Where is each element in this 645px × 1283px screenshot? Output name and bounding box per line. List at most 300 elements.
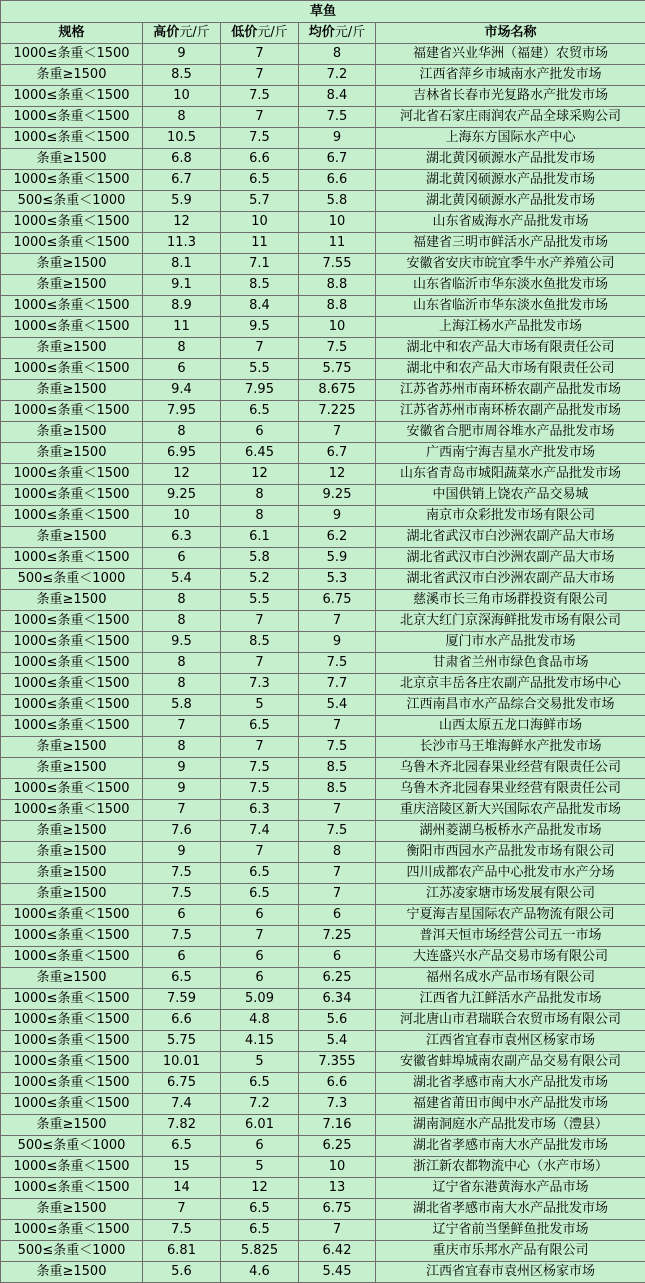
cell-avg-price: 9 — [299, 128, 376, 149]
cell-low-price: 6 — [221, 422, 299, 443]
cell-avg-price: 8.5 — [299, 779, 376, 800]
cell-market-name: 安徽省蚌埠城南农副产品交易有限公司 — [376, 1052, 645, 1073]
cell-high-price: 9 — [143, 842, 221, 863]
table-row — [1, 716, 645, 737]
cell-avg-price: 6.25 — [299, 1136, 376, 1157]
cell-low-price: 7 — [221, 737, 299, 758]
cell-avg-price: 6.6 — [299, 1073, 376, 1094]
cell-high-price: 8.5 — [143, 65, 221, 86]
cell-high-price: 5.8 — [143, 695, 221, 716]
cell-market-name: 大连盛兴水产品交易市场有限公司 — [376, 947, 645, 968]
cell-avg-price: 5.3 — [299, 569, 376, 590]
cell-avg-price: 6 — [299, 947, 376, 968]
title-row — [1, 1, 645, 23]
cell-low-price: 8 — [221, 485, 299, 506]
cell-high-price: 5.9 — [143, 191, 221, 212]
cell-market-name: 江苏凌家塘市场发展有限公司 — [376, 884, 645, 905]
table-row — [1, 695, 645, 716]
cell-low-price: 7 — [221, 44, 299, 65]
cell-spec: 1000≤条重＜1500 — [1, 212, 143, 233]
cell-spec: 1000≤条重＜1500 — [1, 905, 143, 926]
cell-avg-price: 6.7 — [299, 443, 376, 464]
table-row — [1, 821, 645, 842]
cell-high-price: 7.82 — [143, 1115, 221, 1136]
cell-low-price: 5 — [221, 695, 299, 716]
cell-market-name: 湖北省武汉市白沙洲农副产品大市场 — [376, 527, 645, 548]
cell-high-price: 6.6 — [143, 1010, 221, 1031]
cell-low-price: 6.3 — [221, 800, 299, 821]
table-row — [1, 989, 645, 1010]
cell-spec: 1000≤条重＜1500 — [1, 86, 143, 107]
cell-low-price: 5.8 — [221, 548, 299, 569]
cell-spec: 条重≥1500 — [1, 590, 143, 611]
cell-high-price: 7.5 — [143, 926, 221, 947]
cell-avg-price: 11 — [299, 233, 376, 254]
cell-market-name: 湖北省武汉市白沙洲农副产品大市场 — [376, 548, 645, 569]
cell-market-name: 湖北省孝感市南大水产品批发市场 — [376, 1199, 645, 1220]
cell-avg-price: 7.5 — [299, 107, 376, 128]
cell-spec: 1000≤条重＜1500 — [1, 989, 143, 1010]
cell-avg-price: 5.4 — [299, 1031, 376, 1052]
table-row — [1, 548, 645, 569]
cell-low-price: 7.2 — [221, 1094, 299, 1115]
cell-market-name: 重庆涪陵区新大兴国际农产品批发市场 — [376, 800, 645, 821]
cell-spec: 1000≤条重＜1500 — [1, 170, 143, 191]
cell-high-price: 6.3 — [143, 527, 221, 548]
cell-low-price: 6 — [221, 905, 299, 926]
cell-market-name: 四川成都农产品中心批发市水产分场 — [376, 863, 645, 884]
cell-avg-price: 7 — [299, 884, 376, 905]
cell-market-name: 上海东方国际水产中心 — [376, 128, 645, 149]
cell-market-name: 乌鲁木齐北园春果业经营有限责任公司 — [376, 779, 645, 800]
cell-low-price: 6.1 — [221, 527, 299, 548]
cell-avg-price: 7.5 — [299, 338, 376, 359]
cell-avg-price: 10 — [299, 1157, 376, 1178]
cell-spec: 条重≥1500 — [1, 842, 143, 863]
cell-low-price: 6.5 — [221, 1220, 299, 1241]
cell-low-price: 7.5 — [221, 128, 299, 149]
cell-high-price: 8.1 — [143, 254, 221, 275]
cell-market-name: 江西省宜春市袁州区杨家市场 — [376, 1262, 645, 1283]
cell-low-price: 6 — [221, 1136, 299, 1157]
cell-market-name: 湖州菱湖乌板桥水产品批发市场 — [376, 821, 645, 842]
cell-high-price: 12 — [143, 212, 221, 233]
cell-avg-price: 8.4 — [299, 86, 376, 107]
cell-avg-price: 6.75 — [299, 590, 376, 611]
cell-spec: 1000≤条重＜1500 — [1, 548, 143, 569]
cell-low-price: 4.6 — [221, 1262, 299, 1283]
cell-high-price: 7.5 — [143, 884, 221, 905]
cell-spec: 条重≥1500 — [1, 65, 143, 86]
header-unit: 元/斤 — [257, 25, 287, 40]
table-row — [1, 1073, 645, 1094]
cell-market-name: 湖北中和农产品大市场有限责任公司 — [376, 359, 645, 380]
cell-spec: 条重≥1500 — [1, 884, 143, 905]
cell-low-price: 5.7 — [221, 191, 299, 212]
cell-low-price: 6.5 — [221, 716, 299, 737]
table-row — [1, 884, 645, 905]
table-row — [1, 212, 645, 233]
cell-market-name: 福建省三明市鲜活水产品批发市场 — [376, 233, 645, 254]
cell-low-price: 12 — [221, 464, 299, 485]
cell-spec: 500≤条重＜1000 — [1, 191, 143, 212]
col-header-high — [143, 23, 221, 44]
table-row — [1, 380, 645, 401]
cell-low-price: 4.15 — [221, 1031, 299, 1052]
cell-avg-price: 7.225 — [299, 401, 376, 422]
header-unit: 元/斤 — [335, 25, 365, 40]
cell-spec: 1000≤条重＜1500 — [1, 1220, 143, 1241]
cell-market-name: 湖南洞庭水产品批发市场（澧县） — [376, 1115, 645, 1136]
cell-spec: 500≤条重＜1000 — [1, 569, 143, 590]
table-row — [1, 1115, 645, 1136]
cell-high-price: 10 — [143, 86, 221, 107]
cell-spec: 1000≤条重＜1500 — [1, 800, 143, 821]
table-row — [1, 1010, 645, 1031]
cell-market-name: 湖北省武汉市白沙洲农副产品大市场 — [376, 569, 645, 590]
cell-market-name: 北京大红门京深海鲜批发市场有限公司 — [376, 611, 645, 632]
cell-avg-price: 10 — [299, 317, 376, 338]
cell-spec: 1000≤条重＜1500 — [1, 233, 143, 254]
cell-spec: 1000≤条重＜1500 — [1, 464, 143, 485]
cell-avg-price: 5.4 — [299, 695, 376, 716]
table-row — [1, 632, 645, 653]
table-row — [1, 443, 645, 464]
table-row — [1, 338, 645, 359]
cell-high-price: 5.6 — [143, 1262, 221, 1283]
cell-market-name: 甘肃省兰州市绿色食品市场 — [376, 653, 645, 674]
cell-spec: 1000≤条重＜1500 — [1, 107, 143, 128]
header-label: 规格 — [58, 25, 84, 40]
cell-spec: 500≤条重＜1000 — [1, 1241, 143, 1262]
cell-low-price: 4.8 — [221, 1010, 299, 1031]
cell-spec: 1000≤条重＜1500 — [1, 1073, 143, 1094]
cell-avg-price: 6.42 — [299, 1241, 376, 1262]
cell-avg-price: 6.25 — [299, 968, 376, 989]
cell-avg-price: 5.6 — [299, 1010, 376, 1031]
header-unit: 元/斤 — [179, 25, 209, 40]
cell-market-name: 普洱天恒市场经营公司五一市场 — [376, 926, 645, 947]
cell-avg-price: 9 — [299, 506, 376, 527]
cell-spec: 1000≤条重＜1500 — [1, 1010, 143, 1031]
cell-high-price: 7 — [143, 1199, 221, 1220]
cell-market-name: 厦门市水产品批发市场 — [376, 632, 645, 653]
cell-spec: 1000≤条重＜1500 — [1, 632, 143, 653]
cell-low-price: 6.6 — [221, 149, 299, 170]
cell-spec: 条重≥1500 — [1, 422, 143, 443]
cell-high-price: 9 — [143, 758, 221, 779]
cell-market-name: 上海江杨水产品批发市场 — [376, 317, 645, 338]
cell-high-price: 11.3 — [143, 233, 221, 254]
cell-spec: 1000≤条重＜1500 — [1, 128, 143, 149]
cell-high-price: 6.81 — [143, 1241, 221, 1262]
cell-high-price: 8 — [143, 107, 221, 128]
table-row — [1, 653, 645, 674]
cell-low-price: 7 — [221, 611, 299, 632]
header-label: 高价 — [153, 25, 179, 40]
cell-spec: 条重≥1500 — [1, 254, 143, 275]
cell-avg-price: 6.2 — [299, 527, 376, 548]
table-row — [1, 296, 645, 317]
cell-market-name: 湖北黄冈硕源水产品批发市场 — [376, 191, 645, 212]
cell-high-price: 8 — [143, 611, 221, 632]
cell-market-name: 山西太原五龙口海鲜市场 — [376, 716, 645, 737]
col-header-spec — [1, 23, 143, 44]
cell-low-price: 8.5 — [221, 275, 299, 296]
cell-low-price: 7 — [221, 65, 299, 86]
cell-low-price: 7.1 — [221, 254, 299, 275]
cell-avg-price: 7.3 — [299, 1094, 376, 1115]
table-row — [1, 800, 645, 821]
cell-market-name: 慈溪市长三角市场群投资有限公司 — [376, 590, 645, 611]
cell-spec: 条重≥1500 — [1, 380, 143, 401]
table-row — [1, 1262, 645, 1283]
table-row — [1, 968, 645, 989]
cell-spec: 条重≥1500 — [1, 1262, 143, 1283]
cell-low-price: 8 — [221, 506, 299, 527]
cell-market-name: 湖北省孝感市南大水产品批发市场 — [376, 1073, 645, 1094]
cell-low-price: 6.01 — [221, 1115, 299, 1136]
cell-avg-price: 7 — [299, 800, 376, 821]
cell-spec: 1000≤条重＜1500 — [1, 1094, 143, 1115]
cell-spec: 条重≥1500 — [1, 758, 143, 779]
table-row — [1, 149, 645, 170]
cell-market-name: 江西省宜春市袁州区杨家市场 — [376, 1031, 645, 1052]
cell-spec: 1000≤条重＜1500 — [1, 674, 143, 695]
cell-low-price: 5.2 — [221, 569, 299, 590]
cell-market-name: 山东省临沂市华东淡水鱼批发市场 — [376, 296, 645, 317]
cell-low-price: 5.5 — [221, 359, 299, 380]
cell-low-price: 5.825 — [221, 1241, 299, 1262]
cell-high-price: 9.1 — [143, 275, 221, 296]
cell-high-price: 10.5 — [143, 128, 221, 149]
table-row — [1, 44, 645, 65]
cell-spec: 1000≤条重＜1500 — [1, 947, 143, 968]
cell-high-price: 6 — [143, 905, 221, 926]
table-row — [1, 527, 645, 548]
cell-avg-price: 7.16 — [299, 1115, 376, 1136]
cell-market-name: 衡阳市西园水产品批发市场有限公司 — [376, 842, 645, 863]
cell-avg-price: 8.675 — [299, 380, 376, 401]
cell-high-price: 7.4 — [143, 1094, 221, 1115]
cell-market-name: 辽宁省东港黄海水产品市场 — [376, 1178, 645, 1199]
cell-market-name: 山东省青岛市城阳蔬菜水产品批发市场 — [376, 464, 645, 485]
cell-market-name: 广西南宁海吉星水产批发市场 — [376, 443, 645, 464]
cell-high-price: 9 — [143, 779, 221, 800]
cell-market-name: 安徽省合肥市周谷堆水产品批发市场 — [376, 422, 645, 443]
cell-high-price: 8 — [143, 674, 221, 695]
table-row — [1, 359, 645, 380]
cell-spec: 1000≤条重＜1500 — [1, 779, 143, 800]
cell-high-price: 8 — [143, 590, 221, 611]
cell-spec: 条重≥1500 — [1, 149, 143, 170]
cell-low-price: 7.4 — [221, 821, 299, 842]
cell-market-name: 安徽省安庆市皖宜季牛水产养殖公司 — [376, 254, 645, 275]
table-row — [1, 611, 645, 632]
cell-low-price: 7 — [221, 653, 299, 674]
cell-low-price: 6.5 — [221, 1199, 299, 1220]
cell-avg-price: 5.45 — [299, 1262, 376, 1283]
table-row — [1, 107, 645, 128]
cell-avg-price: 7.5 — [299, 737, 376, 758]
cell-spec: 条重≥1500 — [1, 1199, 143, 1220]
table-row — [1, 1199, 645, 1220]
cell-avg-price: 8 — [299, 44, 376, 65]
cell-low-price: 8.5 — [221, 632, 299, 653]
cell-spec: 条重≥1500 — [1, 821, 143, 842]
cell-high-price: 8 — [143, 422, 221, 443]
header-label: 低价 — [231, 25, 257, 40]
cell-avg-price: 7.355 — [299, 1052, 376, 1073]
cell-market-name: 河北唐山市君瑞联合农贸市场有限公司 — [376, 1010, 645, 1031]
cell-spec: 1000≤条重＜1500 — [1, 695, 143, 716]
table-title: 草鱼 — [1, 1, 645, 23]
cell-low-price: 7.5 — [221, 779, 299, 800]
cell-market-name: 福建省兴业华洲（福建）农贸市场 — [376, 44, 645, 65]
cell-spec: 1000≤条重＜1500 — [1, 506, 143, 527]
cell-low-price: 6 — [221, 947, 299, 968]
cell-low-price: 7.3 — [221, 674, 299, 695]
cell-market-name: 山东省临沂市华东淡水鱼批发市场 — [376, 275, 645, 296]
table-row — [1, 737, 645, 758]
cell-low-price: 6.5 — [221, 170, 299, 191]
cell-high-price: 9.5 — [143, 632, 221, 653]
cell-low-price: 5.09 — [221, 989, 299, 1010]
cell-market-name: 湖北省孝感市南大水产品批发市场 — [376, 1136, 645, 1157]
table-row — [1, 758, 645, 779]
cell-spec: 1000≤条重＜1500 — [1, 485, 143, 506]
table-row — [1, 275, 645, 296]
cell-market-name: 福建省莆田市闽中水产品批发市场 — [376, 1094, 645, 1115]
cell-high-price: 8 — [143, 338, 221, 359]
cell-low-price: 6.5 — [221, 1073, 299, 1094]
cell-market-name: 湖北黄冈硕源水产品批发市场 — [376, 170, 645, 191]
cell-market-name: 宁夏海吉星国际农产品物流有限公司 — [376, 905, 645, 926]
cell-spec: 1000≤条重＜1500 — [1, 44, 143, 65]
cell-spec: 条重≥1500 — [1, 338, 143, 359]
cell-avg-price: 8 — [299, 842, 376, 863]
cell-spec: 1000≤条重＜1500 — [1, 1157, 143, 1178]
cell-avg-price: 6 — [299, 905, 376, 926]
cell-avg-price: 7 — [299, 863, 376, 884]
cell-market-name: 河北省石家庄雨润农产品全球采购公司 — [376, 107, 645, 128]
cell-spec: 条重≥1500 — [1, 275, 143, 296]
cell-high-price: 6.75 — [143, 1073, 221, 1094]
cell-high-price: 14 — [143, 1178, 221, 1199]
cell-high-price: 6 — [143, 947, 221, 968]
cell-market-name: 北京京丰岳各庄农副产品批发市场中心 — [376, 674, 645, 695]
cell-avg-price: 5.75 — [299, 359, 376, 380]
table-row — [1, 401, 645, 422]
cell-spec: 条重≥1500 — [1, 737, 143, 758]
cell-low-price: 7 — [221, 338, 299, 359]
cell-market-name: 重庆市乐邦水产品有限公司 — [376, 1241, 645, 1262]
cell-avg-price: 7 — [299, 716, 376, 737]
cell-high-price: 7.95 — [143, 401, 221, 422]
cell-low-price: 5 — [221, 1157, 299, 1178]
cell-high-price: 7.59 — [143, 989, 221, 1010]
cell-spec: 1000≤条重＜1500 — [1, 1052, 143, 1073]
cell-high-price: 7.5 — [143, 863, 221, 884]
table-row — [1, 947, 645, 968]
cell-avg-price: 6.7 — [299, 149, 376, 170]
cell-low-price: 6.45 — [221, 443, 299, 464]
cell-low-price: 7.5 — [221, 86, 299, 107]
cell-market-name: 江苏省苏州市南环桥农副产品批发市场 — [376, 401, 645, 422]
cell-avg-price: 13 — [299, 1178, 376, 1199]
table-row — [1, 863, 645, 884]
cell-spec: 条重≥1500 — [1, 968, 143, 989]
cell-high-price: 8 — [143, 653, 221, 674]
table-row — [1, 464, 645, 485]
cell-avg-price: 7.55 — [299, 254, 376, 275]
table-row — [1, 65, 645, 86]
cell-low-price: 7.5 — [221, 758, 299, 779]
cell-avg-price: 10 — [299, 212, 376, 233]
cell-high-price: 9 — [143, 44, 221, 65]
cell-avg-price: 7.5 — [299, 653, 376, 674]
cell-spec: 1000≤条重＜1500 — [1, 317, 143, 338]
cell-low-price: 11 — [221, 233, 299, 254]
table-row — [1, 422, 645, 443]
cell-high-price: 12 — [143, 464, 221, 485]
table-row — [1, 905, 645, 926]
cell-low-price: 7 — [221, 842, 299, 863]
cell-avg-price: 8.8 — [299, 296, 376, 317]
table-row — [1, 254, 645, 275]
table-row — [1, 779, 645, 800]
table-row — [1, 1157, 645, 1178]
cell-high-price: 11 — [143, 317, 221, 338]
cell-spec: 1000≤条重＜1500 — [1, 1178, 143, 1199]
cell-low-price: 6 — [221, 968, 299, 989]
cell-low-price: 6.5 — [221, 884, 299, 905]
cell-high-price: 9.4 — [143, 380, 221, 401]
table-row — [1, 926, 645, 947]
cell-high-price: 6.95 — [143, 443, 221, 464]
cell-avg-price: 5.8 — [299, 191, 376, 212]
cell-market-name: 浙江新农都物流中心（水产市场） — [376, 1157, 645, 1178]
cell-spec: 500≤条重＜1000 — [1, 1136, 143, 1157]
table-row — [1, 1136, 645, 1157]
table-row — [1, 485, 645, 506]
cell-high-price: 15 — [143, 1157, 221, 1178]
table-row — [1, 1178, 645, 1199]
cell-low-price: 10 — [221, 212, 299, 233]
cell-market-name: 湖北黄冈硕源水产品批发市场 — [376, 149, 645, 170]
table-row — [1, 170, 645, 191]
cell-low-price: 7 — [221, 926, 299, 947]
table-body — [1, 44, 645, 1283]
cell-high-price: 10.01 — [143, 1052, 221, 1073]
cell-spec: 条重≥1500 — [1, 1115, 143, 1136]
cell-market-name: 江苏省苏州市南环桥农副产品批发市场 — [376, 380, 645, 401]
cell-avg-price: 6.34 — [299, 989, 376, 1010]
cell-spec: 1000≤条重＜1500 — [1, 653, 143, 674]
cell-avg-price: 7.5 — [299, 821, 376, 842]
cell-low-price: 6.5 — [221, 401, 299, 422]
table-row — [1, 506, 645, 527]
cell-low-price: 6.5 — [221, 863, 299, 884]
cell-avg-price: 9.25 — [299, 485, 376, 506]
cell-low-price: 9.5 — [221, 317, 299, 338]
table-row — [1, 86, 645, 107]
cell-low-price: 5.5 — [221, 590, 299, 611]
cell-avg-price: 7.25 — [299, 926, 376, 947]
cell-high-price: 7 — [143, 716, 221, 737]
table-row — [1, 1052, 645, 1073]
table-row — [1, 674, 645, 695]
